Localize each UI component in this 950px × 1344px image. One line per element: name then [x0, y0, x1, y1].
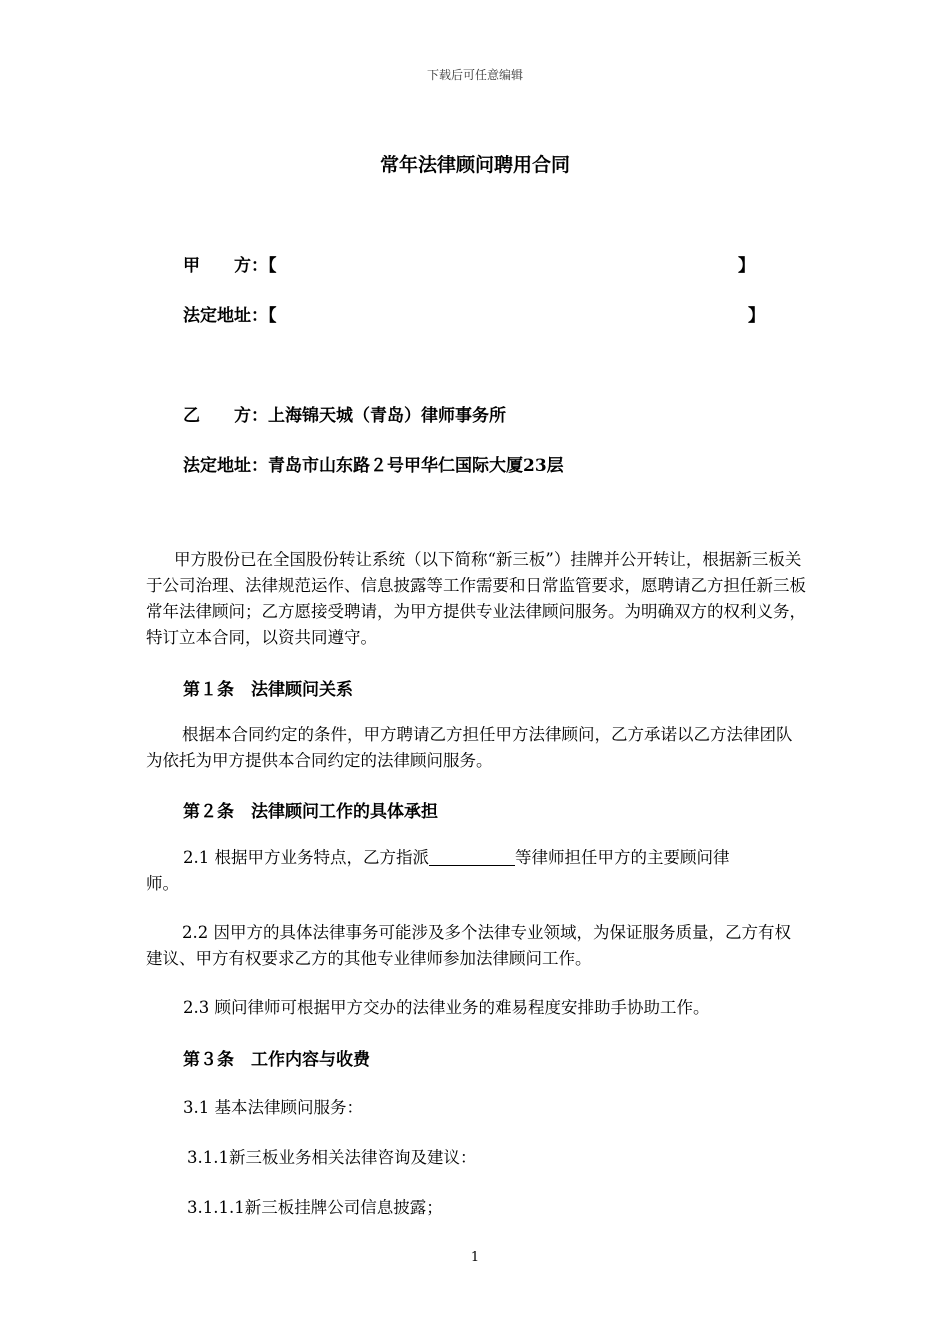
- article-2-3: 2.3 顾问律师可根据甲方交办的法律业务的难易程度安排助手协助工作。: [183, 998, 710, 1017]
- party-a-label: 甲 方：【: [183, 256, 277, 276]
- party-b-label: 乙 方：上海锦天城（青岛）律师事务所: [183, 406, 506, 426]
- page-number: 1: [470, 1250, 480, 1265]
- article-2-1-line: [183, 845, 730, 871]
- article-3-title: 第３条 工作内容与收费: [183, 1050, 370, 1070]
- article-2-1-before: 2.1 根据甲方业务特点，乙方指派: [183, 848, 429, 867]
- article-1-title: 第１条 法律顾问关系: [183, 680, 353, 700]
- article-2-1-after: 等律师担任甲方的主要顾问律: [515, 848, 730, 867]
- party-a-address-close-bracket: 】: [748, 306, 765, 326]
- intro-paragraph: 甲方股份已在全国股份转让系统（以下简称“新三板”）挂牌并公开转让，根据新三板关于公司治理、法律规范运作、信息披露等工作需要和日常监管要求，愿聘请乙方担任新三板常年法律顾问；乙方愿接受聘请，为甲方提供专业法律顾问服务。为明确双方的权利义务，特订立本合同，以资共同遵守。: [146, 550, 806, 647]
- lawyer-name-blank: [429, 847, 515, 866]
- article-3-1-1-1: 3.1.1.1新三板挂牌公司信息披露；: [187, 1198, 443, 1217]
- article-2-2: 2.2 因甲方的具体法律事务可能涉及多个法律专业领域，为保证服务质量，乙方有权建议、甲方有权要求乙方的其他专业律师参加法律顾问工作。: [146, 923, 791, 968]
- article-2-1-continuation: 师。: [146, 874, 179, 893]
- article-3-1-1: 3.1.1新三板业务相关法律咨询及建议：: [187, 1148, 477, 1167]
- party-a-close-bracket: 】: [738, 256, 755, 276]
- article-2-title: 第２条 法律顾问工作的具体承担: [183, 802, 438, 822]
- article-1-text: 根据本合同约定的条件，甲方聘请乙方担任甲方法律顾问，乙方承诺以乙方法律团队为依托为甲方提供本合同约定的法律顾问服务。: [146, 725, 793, 770]
- document-title: 常年法律顾问聘用合同: [379, 154, 570, 176]
- party-a-address-label: 法定地址：【: [183, 306, 277, 326]
- party-b-address: 法定地址：青岛市山东路２号甲华仁国际大厦23层: [183, 456, 564, 476]
- header-note: 下载后可任意编辑: [426, 68, 523, 82]
- article-3-1: 3.1 基本法律顾问服务：: [183, 1098, 363, 1117]
